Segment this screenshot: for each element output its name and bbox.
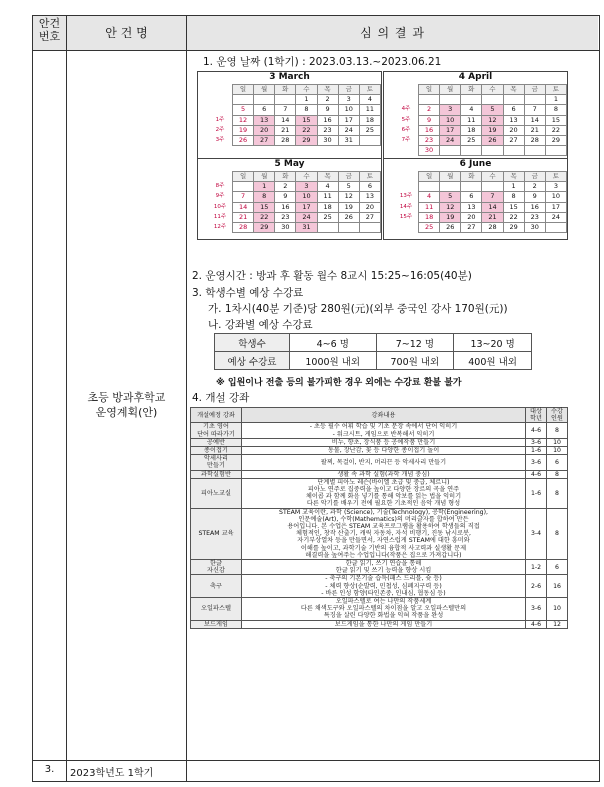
calendar-day: 23 (275, 212, 296, 222)
weekday-label: 화 (275, 85, 296, 95)
calendar-day (418, 95, 439, 105)
calendar-day: 17 (440, 125, 461, 135)
calendar-day: 1 (254, 182, 275, 192)
week-marker (396, 95, 416, 105)
calendar-day: 29 (296, 135, 317, 145)
weekday-label: 토 (545, 172, 566, 182)
calendar-day: 13 (254, 115, 275, 125)
class-content: - 초등 필수 어휘 학습 및 기초 문장 속에서 단어 익히기 - 워크시트, 게임으로 반복해서 익히기 (242, 423, 526, 438)
weekday-label: 토 (359, 85, 380, 95)
header-number: 안건 번호 (38, 17, 61, 43)
calendar-day: 10 (440, 115, 461, 125)
class-grade: 3-6 (526, 598, 547, 621)
calendar-day (254, 95, 275, 105)
class-row (191, 598, 568, 621)
weekday-label: 목 (317, 172, 338, 182)
week-marker: 2주 (215, 126, 225, 133)
calendar-day: 22 (254, 212, 275, 222)
section-3-item-na: 나. 강좌별 예상 수강료 (208, 319, 313, 331)
week-marker: 8주 (215, 183, 225, 190)
weekday-label: 수 (296, 85, 317, 95)
calendar-day: 7 (482, 192, 503, 202)
class-name: STEAM 교육 (191, 508, 242, 559)
calendar-day: 28 (524, 135, 545, 145)
calendar-may (197, 158, 382, 240)
week-marker: 4주 (401, 106, 411, 113)
fee-table (214, 333, 532, 370)
calendar-day: 4 (317, 182, 338, 192)
class-header-count: 수강 인원 (547, 408, 568, 423)
week-marker: 11주 (213, 213, 227, 220)
class-row (191, 470, 568, 478)
weekday-label: 화 (461, 85, 482, 95)
calendar-day: 26 (482, 135, 503, 145)
class-content: 비누, 향초, 장식품 등 공예작품 만들기 (242, 438, 526, 446)
calendar-day: 24 (545, 212, 566, 222)
footer-number: 3. (44, 764, 55, 775)
weekday-label: 수 (482, 172, 503, 182)
calendar-day: 5 (338, 182, 359, 192)
calendar-day: 21 (275, 125, 296, 135)
calendar-day: 28 (482, 222, 503, 232)
calendar-day (524, 95, 545, 105)
calendar-day: 11 (419, 202, 440, 212)
weekday-label: 목 (317, 85, 338, 95)
calendar-day: 27 (461, 222, 482, 232)
class-row (191, 447, 568, 455)
calendar-day: 31 (296, 222, 317, 232)
weekday-label: 일 (233, 172, 254, 182)
class-content: STEAM 교육이란, 과학 (Science), 기술(Technology), 공학(Engineering), 인문예술(Art), 수학(Mathematics)의 머리글자를 합하여 만든 용어입니다. 본 수업은 STEAM 교육프로그램을 활용하여 학생들의 직접 체험적인, 창작 산출기, 캐릭 자동차, 자석 비행기, 진동 낚시로봇, 자기부상열차 등을 만들면서, 자연스럽게 STEAM에 대한 흥미와 이해를 높이고, 과학기술 기반의 융합적 사고력과 실생활 문제 해결력을 높여주는 수업입니다(작품은 집으로 가져갑니다) (242, 508, 526, 559)
calendar-day: 30 (524, 222, 545, 232)
header-result: 심 의 결 과 (360, 26, 425, 40)
week-marker: 12주 (213, 224, 227, 231)
class-grade: 4-6 (526, 470, 547, 478)
week-marker: 7주 (401, 137, 411, 144)
calendar-day (275, 95, 296, 105)
calendar-day (503, 95, 524, 105)
class-row (191, 438, 568, 446)
calendar-day: 1 (545, 95, 566, 105)
calendar-day: 25 (317, 212, 338, 222)
calendar-day: 8 (296, 105, 317, 115)
calendar-day: 7 (275, 105, 296, 115)
calendar-day: 17 (338, 115, 359, 125)
calendar-day: 29 (254, 222, 275, 232)
header-item-name: 안 건 명 (105, 26, 148, 40)
calendar-day: 6 (254, 105, 275, 115)
calendar-day: 20 (461, 212, 482, 222)
calendar-day: 7 (524, 105, 545, 115)
calendar-day: 14 (275, 115, 296, 125)
calendar-day: 18 (419, 212, 440, 222)
class-header-content: 강좌내용 (242, 408, 526, 423)
class-content: 오일파스텔로 여는 나만의 작품세계 다른 채색도구와 오일파스텔의 차이점을 알고 오일파스텔만의 특징을 살린 다양한 화법을 익혀 작품을 완성 (242, 598, 526, 621)
calendar-day: 27 (254, 135, 275, 145)
calendar-day: 28 (275, 135, 296, 145)
calendar-day: 6 (461, 192, 482, 202)
weekday-label: 월 (254, 172, 275, 182)
weekday-label: 수 (482, 85, 503, 95)
week-marker (210, 95, 230, 105)
refund-note: ※ 입원이나 전출 등의 불가피한 경우 외에는 수강료 환불 불가 (216, 378, 462, 388)
calendar-day: 15 (254, 202, 275, 212)
fee-header-expected: 예상 수강료 (215, 352, 290, 370)
class-grade: 3-6 (526, 438, 547, 446)
week-marker-header (398, 172, 419, 182)
weekday-label: 금 (338, 85, 359, 95)
calendar-day: 10 (545, 192, 566, 202)
calendar-day: 15 (296, 115, 317, 125)
calendar-day: 18 (461, 125, 482, 135)
calendar-day: 21 (524, 125, 545, 135)
section-4-title: 4. 개설 강좌 (192, 392, 250, 404)
calendar-day: 8 (503, 192, 524, 202)
class-grade: 3-6 (526, 455, 547, 470)
calendar-day: 22 (503, 212, 524, 222)
class-grade: 2-6 (526, 575, 547, 598)
class-grade: 1-6 (526, 478, 547, 508)
class-row (191, 560, 568, 575)
weekday-label: 일 (419, 172, 440, 182)
class-count: 8 (547, 508, 568, 559)
class-name: 오일파스텔 (191, 598, 242, 621)
class-count: 10 (547, 438, 568, 446)
calendar-day (461, 182, 482, 192)
calendar-day: 9 (418, 115, 439, 125)
calendar-day: 7 (233, 192, 254, 202)
class-grade: 4-6 (526, 620, 547, 628)
class-row (191, 508, 568, 559)
section-3-title: 3. 학생수별 예상 수강료 (192, 287, 304, 299)
calendar-day: 6 (359, 182, 380, 192)
class-name: 한글 자신감 (191, 560, 242, 575)
class-row (191, 478, 568, 508)
class-row (191, 575, 568, 598)
calendar-day: 13 (359, 192, 380, 202)
fee-cell: 4~6 명 (290, 334, 377, 352)
week-marker (396, 182, 417, 192)
calendar-day: 28 (233, 222, 254, 232)
week-marker: 9주 (215, 193, 225, 200)
week-marker (396, 222, 417, 232)
calendar-day: 12 (440, 202, 461, 212)
weekday-label: 목 (503, 172, 524, 182)
calendar-day: 4 (359, 95, 380, 105)
calendar-day: 3 (338, 95, 359, 105)
class-count: 8 (547, 423, 568, 438)
weekday-label: 금 (524, 172, 545, 182)
calendar-day (482, 146, 503, 156)
calendar-march (197, 71, 382, 159)
calendar-day: 17 (296, 202, 317, 212)
class-content: 한글 읽기, 쓰기 연습을 통해 한글 읽기 및 쓰기 능력을 향상 시킴 (242, 560, 526, 575)
calendar-day (317, 222, 338, 232)
calendar-day: 17 (545, 202, 566, 212)
calendar-day: 25 (461, 135, 482, 145)
weekday-label: 금 (338, 172, 359, 182)
class-content: 동물, 장난감, 꽃 등 다양한 종이접기 놀이 (242, 447, 526, 455)
calendar-day: 24 (440, 135, 461, 145)
calendar-title: 5 May (274, 159, 305, 169)
calendar-day: 25 (419, 222, 440, 232)
fee-header-students: 학생수 (215, 334, 290, 352)
calendar-day: 5 (232, 105, 253, 115)
class-content: 보드게임을 통한 나만의 게임 만들기 (242, 620, 526, 628)
calendar-day: 12 (338, 192, 359, 202)
calendar-june (383, 158, 568, 240)
class-count: 6 (547, 560, 568, 575)
weekday-label: 목 (503, 85, 524, 95)
calendar-day: 23 (524, 212, 545, 222)
calendar-day: 30 (418, 146, 439, 156)
footer-divider (32, 760, 599, 761)
calendar-day (440, 95, 461, 105)
class-name: 악세사리 만들기 (191, 455, 242, 470)
class-grade: 1-6 (526, 447, 547, 455)
calendar-day: 1 (296, 95, 317, 105)
calendar-day: 16 (418, 125, 439, 135)
calendar-day: 2 (275, 182, 296, 192)
weekday-label: 수 (296, 172, 317, 182)
calendar-day: 21 (482, 212, 503, 222)
calendar-day: 25 (359, 125, 380, 135)
calendar-grid (212, 84, 381, 146)
class-count: 8 (547, 470, 568, 478)
week-marker: 3주 (215, 137, 225, 144)
fee-cell: 1000원 내외 (290, 352, 377, 370)
calendar-day (359, 135, 380, 145)
calendar-day: 11 (461, 115, 482, 125)
footer-item-name: 2023학년도 1학기 (70, 768, 154, 779)
class-row (191, 423, 568, 438)
fee-cell: 7~12 명 (376, 334, 454, 352)
calendar-day: 18 (359, 115, 380, 125)
class-content: - 축구의 기본기술 습득(패스 드리블, 슛 등) - 체력 향상(순발력, 민첩성, 심폐지구력 등) - 바른 인성 함양(타인존중, 인내심, 협동심 등) (242, 575, 526, 598)
calendar-day: 10 (296, 192, 317, 202)
week-marker: 10주 (213, 203, 227, 210)
week-marker (210, 105, 230, 115)
calendar-day (482, 182, 503, 192)
class-count: 10 (547, 447, 568, 455)
calendar-day: 6 (503, 105, 524, 115)
fee-cell: 400원 내외 (454, 352, 532, 370)
calendar-day: 23 (418, 135, 439, 145)
class-name: 기초 영어 단어 따라가기 (191, 423, 242, 438)
week-marker-header (398, 85, 418, 95)
calendar-day: 16 (275, 202, 296, 212)
class-content: 팔찌, 목걸이, 반지, 머리끈 등 악세사리 만들기 (242, 455, 526, 470)
calendar-day: 12 (482, 115, 503, 125)
calendar-day: 26 (232, 135, 253, 145)
calendar-day: 3 (440, 105, 461, 115)
calendar-day: 29 (545, 135, 566, 145)
calendar-day: 20 (503, 125, 524, 135)
week-marker (396, 146, 416, 156)
weekday-label: 토 (545, 85, 566, 95)
weekday-label: 월 (440, 85, 461, 95)
calendar-day: 13 (461, 202, 482, 212)
calendar-day: 20 (254, 125, 275, 135)
calendar-day: 15 (545, 115, 566, 125)
calendar-day: 4 (419, 192, 440, 202)
column-divider (186, 15, 187, 781)
calendar-grid (398, 84, 567, 156)
class-name: 과학실험반 (191, 470, 242, 478)
weekday-label: 월 (254, 85, 275, 95)
calendar-title: 4 April (458, 72, 493, 82)
week-marker-header (212, 85, 232, 95)
calendar-day (338, 222, 359, 232)
calendar-day: 16 (317, 115, 338, 125)
class-count: 8 (547, 478, 568, 508)
calendar-day: 19 (232, 125, 253, 135)
fee-cell: 700원 내외 (376, 352, 454, 370)
class-name: 공예반 (191, 438, 242, 446)
calendar-day: 21 (233, 212, 254, 222)
calendar-day: 27 (359, 212, 380, 222)
calendar-day: 22 (545, 125, 566, 135)
week-marker: 15주 (399, 213, 413, 220)
calendar-day (545, 222, 566, 232)
calendar-day: 9 (317, 105, 338, 115)
header-divider (32, 50, 599, 51)
week-marker: 13주 (399, 193, 413, 200)
weekday-label: 금 (524, 85, 545, 95)
class-count: 6 (547, 455, 568, 470)
class-content: 생활 속 과학 실험(과학 개념 중심) (242, 470, 526, 478)
calendar-day: 20 (359, 202, 380, 212)
section-3-item-ga: 가. 1차시(40분 기준)당 280원(元)(외부 중국인 강사 170원(元)) (208, 303, 508, 315)
class-content: 단계별 피아노 레슨(바이엘 초급 및 중급, 체르니) 피아노 연주로 집중력을 높이고 다양한 장르의 곡을 연주 체이콥 과 함께 화음 넣기를 통해 악보를 읽는 법을 익히기 다른 악기를 배우기 전에 필요한 기초적인 음악 개념 형성 (242, 478, 526, 508)
item-title: 초등 방과후학교 운영계획(안) (87, 391, 166, 419)
calendar-day: 10 (338, 105, 359, 115)
class-row (191, 455, 568, 470)
weekday-label: 화 (461, 172, 482, 182)
calendar-day (461, 146, 482, 156)
calendar-day: 14 (482, 202, 503, 212)
class-row (191, 620, 568, 628)
class-header-course: 개설예정 강좌 (191, 408, 242, 423)
week-marker: 14주 (399, 203, 413, 210)
calendar-day: 9 (524, 192, 545, 202)
class-name: 보드게임 (191, 620, 242, 628)
calendar-day: 23 (317, 125, 338, 135)
calendar-day: 14 (524, 115, 545, 125)
class-count: 12 (547, 620, 568, 628)
calendar-day: 11 (317, 192, 338, 202)
class-header-grade: 대상 학년 (526, 408, 547, 423)
calendar-day (440, 146, 461, 156)
calendar-day: 14 (233, 202, 254, 212)
class-count: 16 (547, 575, 568, 598)
calendar-day: 4 (461, 105, 482, 115)
calendar-day (503, 146, 524, 156)
calendar-day (482, 95, 503, 105)
week-marker: 5주 (401, 116, 411, 123)
calendar-day: 22 (296, 125, 317, 135)
class-count: 10 (547, 598, 568, 621)
weekday-label: 일 (232, 85, 253, 95)
class-name: 피아노교실 (191, 478, 242, 508)
calendar-day: 19 (338, 202, 359, 212)
calendar-grid (212, 171, 381, 233)
class-grade: 4-6 (526, 423, 547, 438)
calendar-day: 3 (296, 182, 317, 192)
week-marker: 6주 (401, 126, 411, 133)
fee-cell: 13~20 명 (454, 334, 532, 352)
calendar-day: 19 (440, 212, 461, 222)
calendar-day: 2 (317, 95, 338, 105)
calendar-day (440, 182, 461, 192)
calendar-day: 15 (503, 202, 524, 212)
calendar-day: 3 (545, 182, 566, 192)
class-grade: 1-2 (526, 560, 547, 575)
class-name: 축구 (191, 575, 242, 598)
calendar-day (461, 95, 482, 105)
calendar-day: 16 (524, 202, 545, 212)
weekday-label: 화 (275, 172, 296, 182)
calendar-day: 24 (338, 125, 359, 135)
weekday-label: 월 (440, 172, 461, 182)
calendar-day: 8 (254, 192, 275, 202)
week-marker: 1주 (215, 116, 225, 123)
week-marker-header (212, 172, 233, 182)
section-2-title: 2. 운영시간 : 방과 후 활동 월수 8교시 15:25~16:05(40분) (192, 270, 472, 282)
calendar-day: 27 (503, 135, 524, 145)
calendar-day: 2 (418, 105, 439, 115)
calendar-day: 18 (317, 202, 338, 212)
calendar-day: 29 (503, 222, 524, 232)
calendar-day: 2 (524, 182, 545, 192)
calendar-day: 8 (545, 105, 566, 115)
calendar-title: 3 March (269, 72, 310, 82)
calendar-day: 19 (482, 125, 503, 135)
calendar-day: 31 (338, 135, 359, 145)
calendar-april (383, 71, 568, 159)
weekday-label: 토 (359, 172, 380, 182)
calendar-day: 1 (503, 182, 524, 192)
calendar-day: 13 (503, 115, 524, 125)
calendar-day: 12 (232, 115, 253, 125)
calendar-day (359, 222, 380, 232)
calendar-title: 6 June (459, 159, 492, 169)
calendar-day: 30 (317, 135, 338, 145)
weekday-label: 일 (418, 85, 439, 95)
calendar-day: 11 (359, 105, 380, 115)
calendar-day: 26 (338, 212, 359, 222)
calendar-day (233, 182, 254, 192)
section-1-title: 1. 운영 날짜 (1학기) : 2023.03.13.~2023.06.21 (203, 56, 442, 68)
calendar-day (419, 182, 440, 192)
class-name: 종이접기 (191, 447, 242, 455)
calendar-day: 5 (482, 105, 503, 115)
calendar-day: 9 (275, 192, 296, 202)
calendar-grid (398, 171, 567, 233)
class-table (190, 407, 568, 629)
calendar-day: 30 (275, 222, 296, 232)
calendar-day (232, 95, 253, 105)
calendar-day: 5 (440, 192, 461, 202)
calendar-day (524, 146, 545, 156)
calendar-day: 24 (296, 212, 317, 222)
calendar-day (545, 146, 566, 156)
calendar-day: 26 (440, 222, 461, 232)
class-grade: 3-4 (526, 508, 547, 559)
